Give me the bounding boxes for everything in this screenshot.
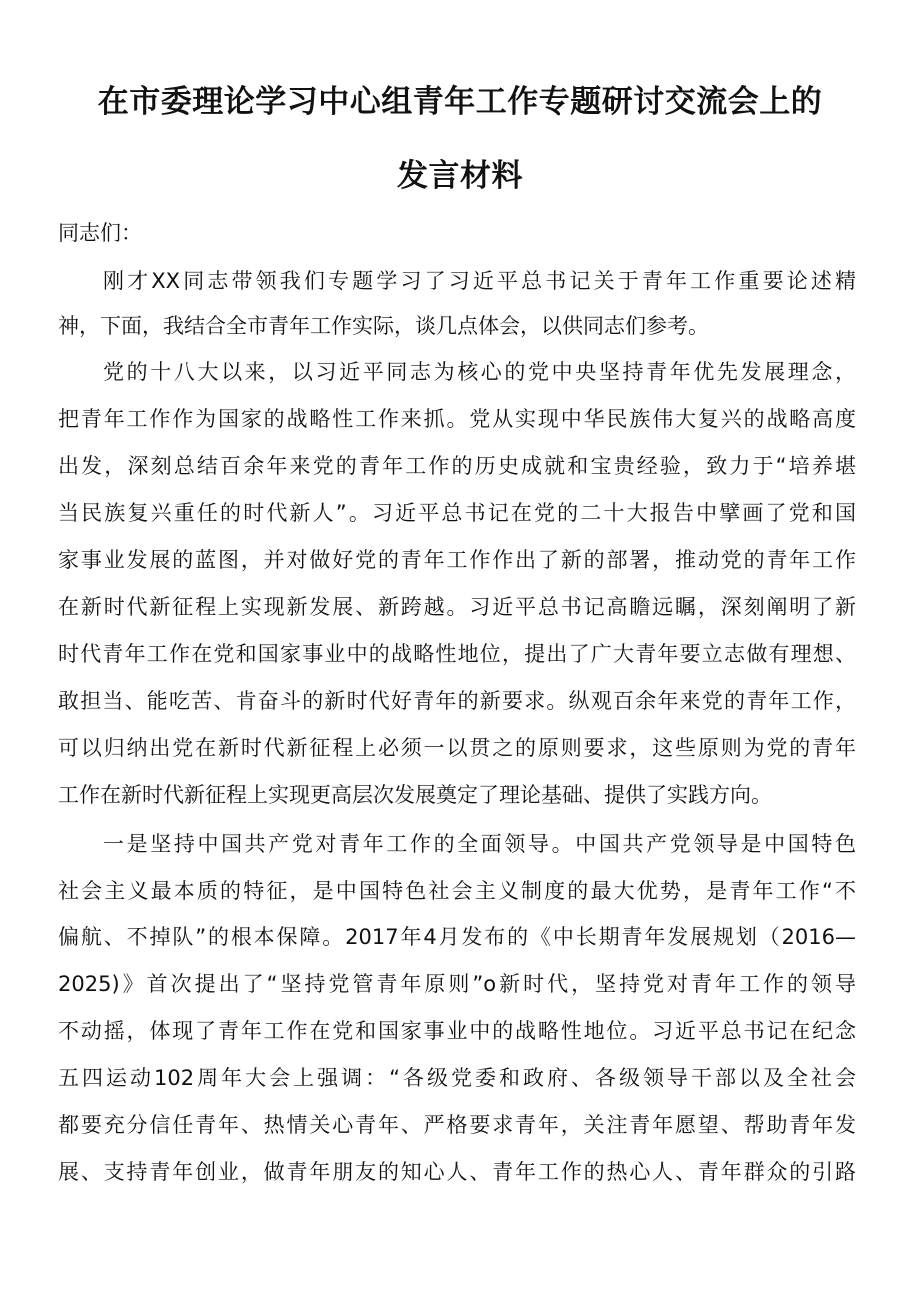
- body-line: 敢担当、能吃苦、肯奋斗的新时代好青年的新要求。纵观百余年来党的青年工作，: [58, 689, 856, 713]
- body-line: 2025)》首次提出了“坚持党管青年原则”o新时代，坚持党对青年工作的领导: [58, 972, 856, 996]
- body-line: 一是坚持中国共产党对青年工作的全面领导。中国共产党领导是中国特色: [103, 832, 856, 856]
- body-line: 社会主义最本质的特征，是中国特色社会主义制度的最大优势，是青年工作“不: [58, 879, 856, 903]
- salutation: 同志们：: [58, 221, 142, 245]
- body-line: 可以归纳出党在新时代新征程上必须一以贯之的原则要求，这些原则为党的青年: [58, 736, 856, 760]
- body-line: 时代青年工作在党和国家事业中的战略性地位，提出了广大青年要立志做有理想、: [58, 642, 856, 666]
- body-line: 刚才XX同志带领我们专题学习了习近平总书记关于青年工作重要论述精: [103, 269, 856, 293]
- body-line: 出发，深刻总结百余年来党的青年工作的历史成就和宝贵经验，致力于“培养堪: [58, 454, 856, 478]
- body-line: 不动摇，体现了青年工作在党和国家事业中的战略性地位。习近平总书记在纪念: [58, 1019, 856, 1043]
- body-line: 家事业发展的蓝图，并对做好党的青年工作作出了新的部署，推动党的青年工作: [58, 548, 856, 572]
- body-line: 五四运动102周年大会上强调：“各级党委和政府、各级领导干部以及全社会: [58, 1066, 856, 1090]
- body-line: 都要充分信任青年、热情关心青年、严格要求青年，关注青年愿望、帮助青年发: [58, 1113, 856, 1137]
- body-line: 党的十八大以来，以习近平同志为核心的党中央坚持青年优先发展理念，: [103, 360, 856, 384]
- document-title-line-2: 发言材料: [397, 158, 523, 194]
- body-line: 把青年工作作为国家的战略性工作来抓。党从实现中华民族伟大复兴的战略高度: [58, 407, 856, 431]
- body-line: 神，下面，我结合全市青年工作实际，谈几点体会，以供同志们参考。: [58, 314, 709, 338]
- body-line: 展、支持青年创业，做青年朋友的知心人、青年工作的热心人、青年群众的引路: [58, 1160, 856, 1184]
- body-line: 工作在新时代新征程上实现更高层次发展奠定了理论基础、提供了实践方向。: [58, 783, 772, 807]
- body-line: 偏航、不掉队”的根本保障。2017年4月发布的《中长期青年发展规划（2016—: [58, 925, 856, 949]
- document-title-line-1: 在市委理论学习中心组青年工作专题研讨交流会上的: [97, 84, 823, 120]
- body-line: 在新时代新征程上实现新发展、新跨越。习近平总书记高瞻远瞩，深刻阐明了新: [58, 595, 856, 619]
- body-line: 当民族复兴重任的时代新人”。习近平总书记在党的二十大报告中擘画了党和国: [58, 501, 856, 525]
